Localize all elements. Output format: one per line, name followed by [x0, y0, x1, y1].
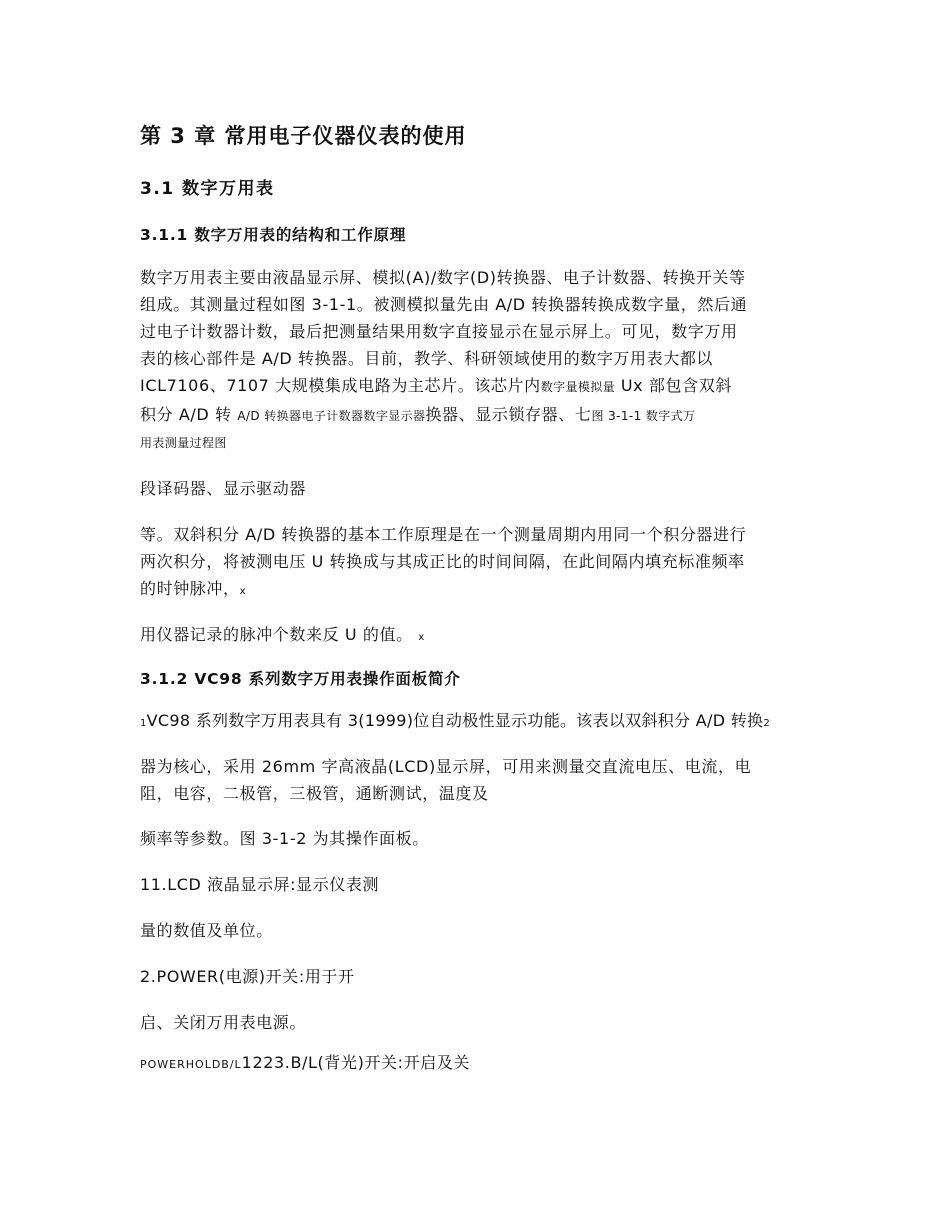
panel-label: POWERHOLDB/L [140, 1058, 242, 1071]
paragraph-text: 启、关闭万用表电源。 [140, 1013, 307, 1032]
figure-caption: 图 3-1-1 数字式万 [591, 409, 696, 423]
text-run: Ux 部包含双斜 [615, 376, 732, 395]
text-line [140, 372, 820, 401]
paragraph-text: 频率等参数。图 3-1-2 为其操作面板。 [140, 829, 429, 848]
paragraph-text [140, 707, 820, 737]
text-line: 阻，电容，二极管，三极管，通断测试，温度及 [140, 784, 489, 803]
list-item: 11.LCD 液晶显示屏:显示仪表测 [140, 875, 380, 894]
line-marker: 1 [140, 718, 147, 729]
text-run: VC98 系列数字万用表具有 3(1999)位自动极性显示功能。该表以双斜积分 A/D 转换 [146, 711, 764, 730]
subscript: x [239, 586, 247, 597]
text-line: 表的核心部件是 A/D 转换器。目前，教学、科研领域使用的数字万用表大都以 [140, 349, 714, 368]
figure-caption-continued: 用表测量过程图 [140, 436, 227, 450]
text-line: 数字万用表主要由液晶显示屏、模拟(A)/数字(D)转换器、电子计数器、转换开关等 [140, 268, 746, 287]
text-run: 的时钟脉冲， [140, 579, 240, 598]
list-item: 2.POWER(电源)开关:用于开 [140, 967, 355, 986]
subscript: x [418, 632, 425, 643]
paragraph-text [140, 621, 820, 651]
text-line: 等。双斜积分 A/D 转换器的基本工作原理是在一个测量周期内用同一个积分器进行 [140, 525, 747, 544]
paragraph-structure [140, 264, 820, 457]
paragraph-vc98 [140, 753, 820, 807]
text-run: 1223.B/L(背光)开关:开启及关 [241, 1053, 471, 1072]
text-line: 过电子计数器计数，最后把测量结果用数字直接显示在显示屏上。可见，数字万用 [140, 322, 738, 341]
paragraph-text: 段译码器、显示驱动器 [140, 479, 307, 498]
text-line [140, 401, 820, 430]
figure-inline-label: 数字量模拟量 [540, 380, 616, 394]
paragraph-text: 量的数值及单位。 [140, 921, 273, 940]
text-run: 积分 A/D 转 [140, 405, 238, 424]
text-run: 用仪器记录的脉冲个数来反 U 的值。 [140, 625, 419, 644]
text-run: ICL7106、7107 大规模集成电路为主芯片。该芯片内 [140, 376, 541, 395]
text-run: 换器、显示锁存器、七 [425, 405, 592, 424]
subsection-title-2: 3.1.2 VC98 系列数字万用表操作面板简介 [140, 670, 461, 688]
text-line: 器为核心，采用 26mm 字高液晶(LCD)显示屏，可用来测量交直流电压、电流，电 [140, 757, 752, 776]
text-line [140, 575, 820, 605]
list-item [140, 1049, 820, 1078]
section-title: 3.1 数字万用表 [140, 179, 275, 199]
text-line: 组成。其测量过程如图 3-1-1。被测模拟量先由 A/D 转换器转换成数字量，然后通 [140, 295, 748, 314]
paragraph-principle [140, 521, 820, 605]
figure-inline-label: A/D 转换器电子计数器数字显示器 [237, 409, 426, 423]
line-marker: 2 [763, 718, 771, 729]
text-line: 两次积分，将被测电压 U 转换成与其成正比的时间间隔，在此间隔内填充标准频率 [140, 552, 745, 571]
chapter-title: 第 3 章 常用电子仪器仪表的使用 [140, 124, 467, 148]
subsection-title-1: 3.1.1 数字万用表的结构和工作原理 [140, 226, 407, 244]
